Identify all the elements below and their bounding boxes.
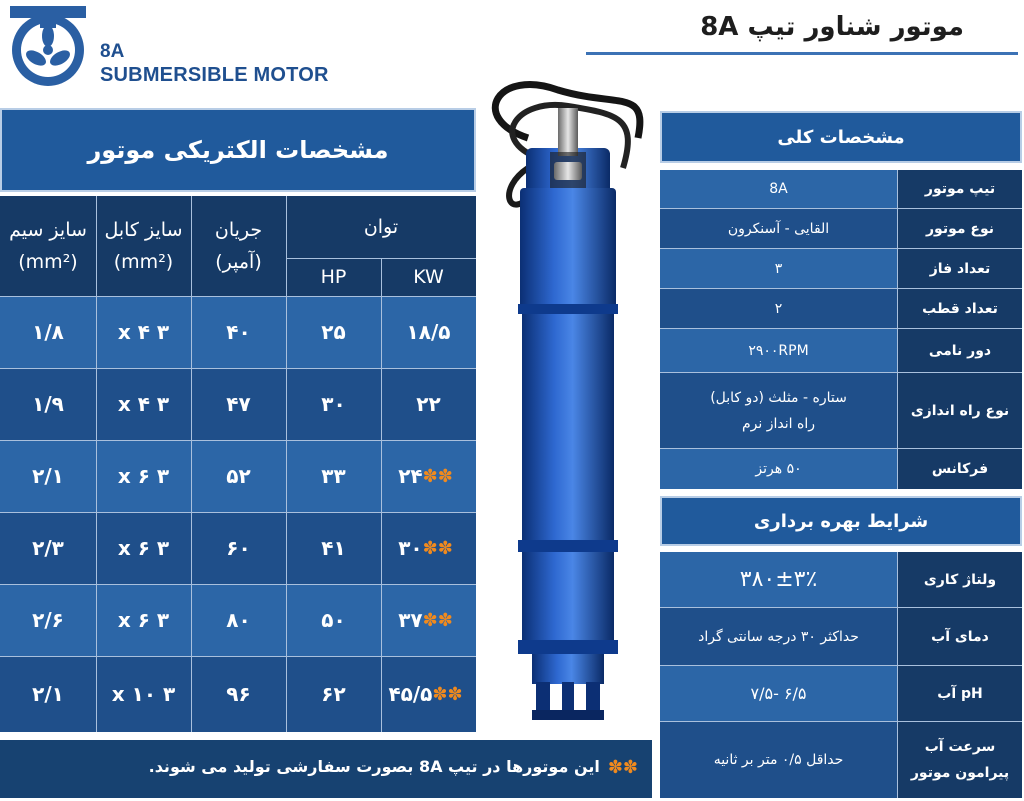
- brand-logo-icon: [6, 2, 90, 88]
- cell-cable: ۳ x ۴: [117, 392, 170, 416]
- footnote-bar: [0, 740, 652, 798]
- spec-key: دمای آب: [897, 608, 1022, 665]
- spec-row: [660, 552, 1022, 608]
- cell-kw: [381, 440, 476, 512]
- cell-cable: ۳ x ۶: [117, 536, 170, 560]
- spec-key: دور نامی: [897, 329, 1022, 372]
- spec-row: [660, 373, 1022, 449]
- header-current-unit: (آمپر): [215, 251, 262, 273]
- spec-key-line: سرعت آب: [924, 739, 996, 755]
- cell-wire: ۱/۹: [32, 392, 64, 416]
- spec-row: [660, 449, 1022, 489]
- spec-row: [660, 329, 1022, 373]
- cell-kw: ۱۸/۵: [406, 320, 451, 344]
- header-cable: [96, 196, 191, 296]
- operating-title: شرایط بهره برداری: [660, 496, 1022, 546]
- cell-kw: [381, 512, 476, 584]
- spec-value: ۲۹۰۰RPM: [748, 342, 809, 359]
- grid-line: [0, 512, 476, 513]
- asterisk-icon: ✽✽: [422, 465, 453, 487]
- footnote-text: این موتورها در تیپ 8A بصورت سفارشی تولید می شوند.: [148, 757, 600, 776]
- cell-wire: ۱/۸: [32, 320, 64, 344]
- asterisk-icon: ✽✽: [422, 609, 453, 631]
- header-current: [191, 196, 286, 296]
- cell-hp: ۳۰: [321, 392, 346, 416]
- cell-cable: ۳ x ۶: [117, 608, 170, 632]
- cell-hp: ۶۲: [321, 682, 346, 706]
- cell-kw: [381, 656, 476, 732]
- cell-kw-value: ۴۵/۵: [388, 682, 433, 706]
- cell-cable: ۳ x ۱۰: [111, 682, 176, 706]
- grid-line: [191, 196, 192, 732]
- header-hp: HP: [286, 258, 381, 296]
- grid-line: [0, 368, 476, 369]
- spec-value: القایی - آسنکرون: [727, 220, 830, 237]
- cell-current: ۶۰: [226, 536, 251, 560]
- spec-key: نوع راه اندازی: [897, 373, 1022, 448]
- general-specs-title: مشخصات کلی: [660, 111, 1022, 163]
- cell-hp: ۳۳: [321, 464, 346, 488]
- electrical-title: مشخصات الکتریکی موتور: [0, 108, 476, 192]
- spec-value: حداقل ۰/۵ متر بر ثانیه: [713, 752, 844, 768]
- cell-kw-value: ۳۰: [398, 536, 423, 560]
- spec-key-line: پیرامون موتور: [910, 765, 1010, 781]
- asterisk-icon: ✽✽: [422, 537, 453, 559]
- cell-wire: ۲/۳: [32, 536, 64, 560]
- spec-key: تیپ موتور: [897, 170, 1022, 208]
- spec-value: ۶/۵ -۷/۵: [750, 683, 807, 703]
- page-title: موتور شناور تیپ 8A: [700, 12, 964, 42]
- header-power: [286, 196, 476, 258]
- spec-row: [660, 209, 1022, 249]
- cell-kw-value: ۳۷: [398, 608, 423, 632]
- asterisk-icon: ✽✽: [432, 683, 463, 705]
- spec-value: 8A: [769, 181, 788, 197]
- spec-row: [660, 249, 1022, 289]
- cell-cable: ۳ x ۴: [117, 320, 170, 344]
- brand-code: 8A: [100, 41, 125, 62]
- spec-key: تعداد فاز: [897, 249, 1022, 288]
- cell-kw-value: ۲۴: [398, 464, 423, 488]
- spec-value: ۵۰ هرتز: [755, 461, 802, 477]
- footnote: [149, 757, 638, 778]
- grid-line: [286, 258, 476, 259]
- title-underline: [586, 52, 1018, 55]
- spec-row: [660, 289, 1022, 329]
- spec-value: [660, 373, 897, 448]
- header-current-label: جریان: [214, 219, 263, 241]
- grid-line: [0, 296, 476, 297]
- grid-line: [286, 196, 287, 732]
- header-cable-unit: (mm²): [113, 251, 174, 273]
- grid-line: [96, 196, 97, 732]
- cell-kw: [381, 584, 476, 656]
- spec-value: حداکثر ۳۰ درجه سانتی گراد: [698, 628, 859, 645]
- spec-key: pH آب: [897, 666, 1022, 721]
- spec-key: فرکانس: [897, 449, 1022, 489]
- header-kw: KW: [381, 258, 476, 296]
- cell-current: ۸۰: [226, 608, 251, 632]
- asterisk-icon: ✽✽: [607, 757, 638, 778]
- spec-value: ۳: [774, 260, 783, 277]
- header-wire: [0, 196, 96, 296]
- spec-value: ۳۸۰±۳٪: [739, 566, 818, 592]
- grid-line: [381, 258, 382, 732]
- cell-hp: ۵۰: [321, 608, 346, 632]
- header-wire-label: سایز سیم: [9, 219, 87, 241]
- cell-current: ۴۷: [226, 392, 251, 416]
- spec-key: نوع موتور: [897, 209, 1022, 248]
- grid-line: [0, 584, 476, 585]
- header-wire-unit: (mm²): [18, 251, 78, 273]
- electrical-table: [0, 196, 476, 732]
- motor-image: [488, 78, 648, 738]
- grid-line: [0, 656, 476, 657]
- cell-wire: ۲/۶: [32, 608, 64, 632]
- cell-cable: ۳ x ۶: [117, 464, 170, 488]
- spec-value: ۲: [774, 300, 783, 317]
- spec-value-line: ستاره - مثلث (دو کابل): [710, 389, 847, 406]
- cell-current: ۹۶: [226, 682, 251, 706]
- spec-value-line: راه انداز نرم: [742, 415, 815, 432]
- spec-key: ولتاژ کاری: [897, 552, 1022, 607]
- cell-wire: ۲/۱: [32, 682, 64, 706]
- grid-line: [0, 440, 476, 441]
- cell-hp: ۲۵: [321, 320, 346, 344]
- spec-row: [660, 170, 1022, 209]
- cell-hp: ۴۱: [321, 536, 346, 560]
- spec-row: [660, 666, 1022, 722]
- cell-current: ۴۰: [226, 320, 251, 344]
- spec-key: تعداد قطب: [897, 289, 1022, 328]
- header-cable-label: سایز کابل: [104, 219, 183, 241]
- cell-kw: ۲۲: [416, 392, 441, 416]
- header-power-label: توان: [363, 216, 399, 238]
- spec-row: [660, 722, 1022, 798]
- cell-wire: ۲/۱: [32, 464, 64, 488]
- cell-current: ۵۲: [226, 464, 251, 488]
- brand-name: SUBMERSIBLE MOTOR: [100, 64, 329, 86]
- spec-row: [660, 608, 1022, 666]
- spec-key: [897, 722, 1022, 798]
